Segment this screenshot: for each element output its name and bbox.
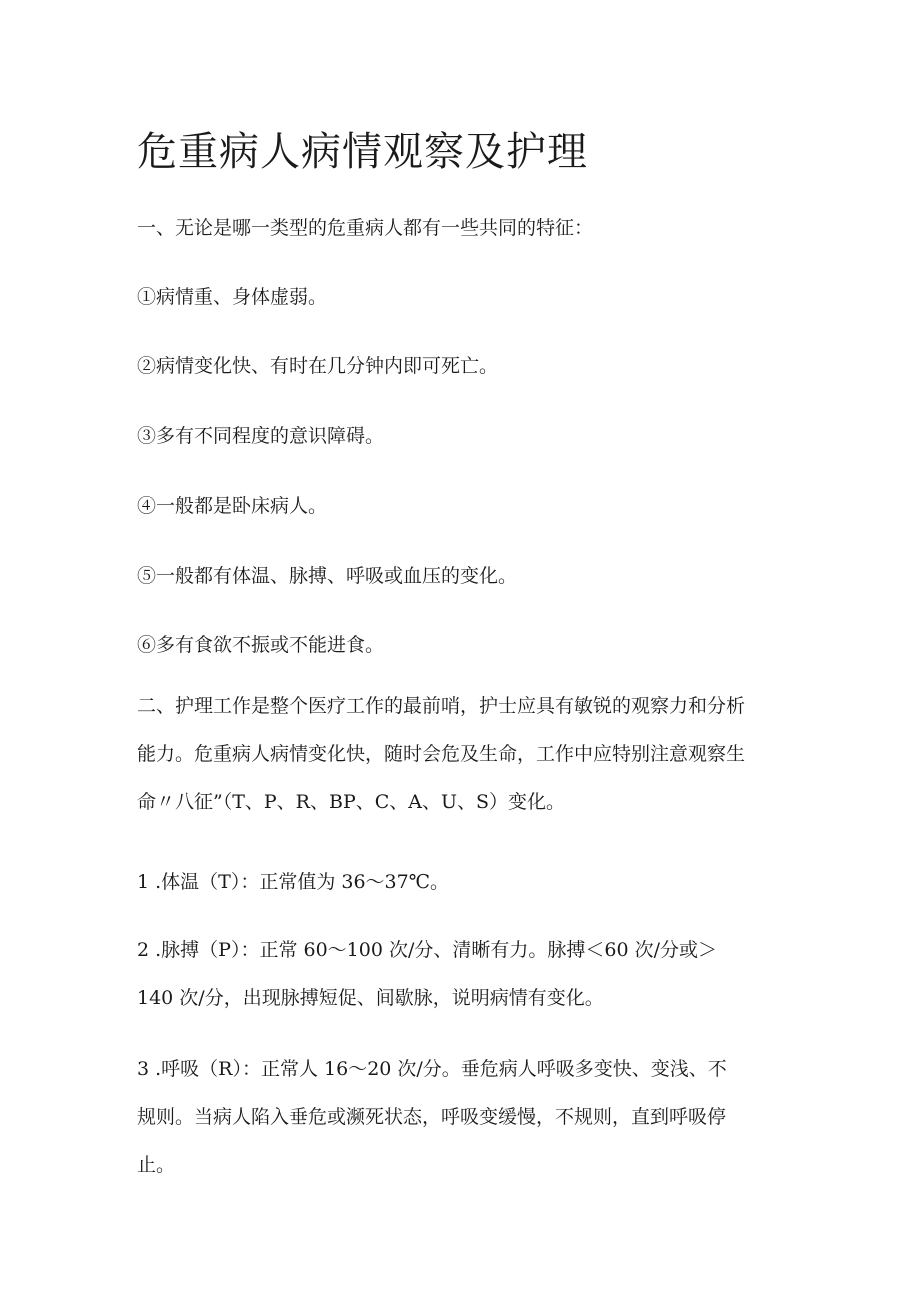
list-item: ⑤一般都有体温、脉搏、呼吸或血压的变化。	[137, 565, 518, 587]
vital-temperature	[137, 858, 787, 906]
paragraph-line: 二、护理工作是整个医疗工作的最前哨，护士应具有敏锐的观察力和分析	[137, 695, 746, 717]
vital-respiration	[137, 1045, 787, 1189]
list-item: ④一般都是卧床病人。	[137, 495, 328, 517]
list-item: ②病情变化快、有时在几分钟内即可死亡。	[137, 355, 499, 377]
document-title: 危重病人病情观察及护理	[137, 129, 588, 175]
list-item: ③多有不同程度的意识障碍。	[137, 425, 385, 447]
paragraph-line: 2 .脉搏（P）：正常 60～100 次/分、清晰有力。脉搏＜60 次/分或＞	[137, 939, 717, 961]
paragraph-line: 止。	[137, 1154, 176, 1176]
list-item: ①病情重、身体虚弱。	[137, 286, 328, 308]
paragraph-line: 规则。当病人陷入垂危或濒死状态，呼吸变缓慢，不规则，直到呼吸停	[137, 1106, 727, 1128]
section2-paragraph	[137, 682, 787, 826]
list-item: ⑥多有食欲不振或不能进食。	[137, 634, 385, 656]
paragraph-line: 命〃八征”（T、P、R、BP、C、A、U、S）变化。	[137, 791, 566, 813]
paragraph-line: 能力。危重病人病情变化快，随时会危及生命，工作中应特别注意观察生	[137, 743, 746, 765]
section1-heading: 一、无论是哪一类型的危重病人都有一些共同的特征：	[137, 217, 594, 239]
paragraph-line: 140 次/分，出现脉搏短促、间歇脉，说明病情有变化。	[137, 987, 604, 1009]
paragraph-line: 1 .体温（T）：正常值为 36～37℃。	[137, 871, 449, 893]
vital-pulse	[137, 926, 787, 1022]
paragraph-line: 3 .呼吸（R）：正常人 16～20 次/分。垂危病人呼吸多变快、变浅、不	[137, 1058, 727, 1080]
